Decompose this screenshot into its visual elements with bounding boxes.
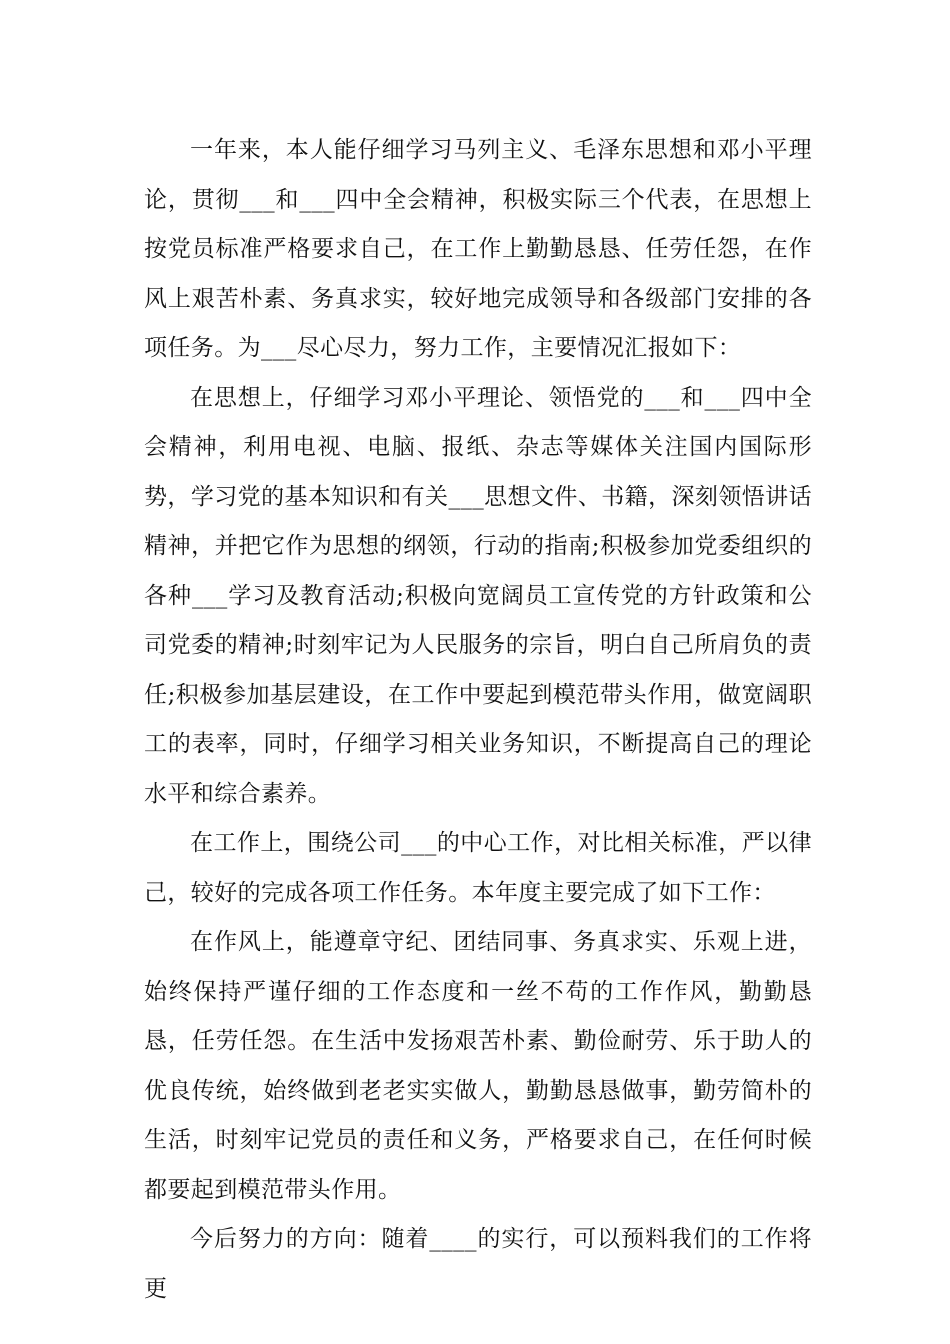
paragraph-work: 在工作上，围绕公司___的中心工作，对比相关标准，严以律己，较好的完成各项工作任务。本年度主要完成了如下工作： (144, 830, 812, 906)
paragraph-intro: 一年来，本人能仔细学习马列主义、毛泽东思想和邓小平理论，贯彻___和___四中全会精神，积极实际三个代表，在思想上按党员标准严格要求自己，在工作上勤勤恳恳、任劳任怨，在作风上艰苦朴素、务真求实，较好地完成领导和各级部门安排的各项任务。为___尽心尽力，努力工作，主要情况汇报如下： (144, 137, 812, 361)
paragraph-thought: 在思想上，仔细学习邓小平理论、领悟党的___和___四中全会精神，利用电视、电脑、报纸、杂志等媒体关注国内国际形势，学习党的基本知识和有关___思想文件、书籍，深刻领悟讲话精神，并把它作为思想的纲领，行动的指南;积极参加党委组织的各种___学习及教育活动;积极向宽阔员工宣传党的方针政策和公司党委的精神;时刻牢记为人民服务的宗旨，明白自己所肩负的责任;积极参加基层建设，在工作中要起到模范带头作用，做宽阔职工的表率，同时，仔细学习相关业务知识，不断提高自己的理论水平和综合素养。 (144, 384, 812, 807)
paragraph-style: 在作风上，能遵章守纪、团结同事、务真求实、乐观上进，始终保持严谨仔细的工作态度和一丝不苟的工作作风，勤勤恳恳，任劳任怨。在生活中发扬艰苦朴素、勤俭耐劳、乐于助人的优良传统，始终做到老老实实做人，勤勤恳恳做事，勤劳简朴的生活，时刻牢记党员的责任和义务，严格要求自己，在任何时候都要起到模范带头作用。 (144, 929, 812, 1203)
document-body (144, 126, 812, 1314)
paragraph-future: 今后努力的方向：随着____的实行，可以预料我们的工作将更 (144, 1226, 812, 1302)
